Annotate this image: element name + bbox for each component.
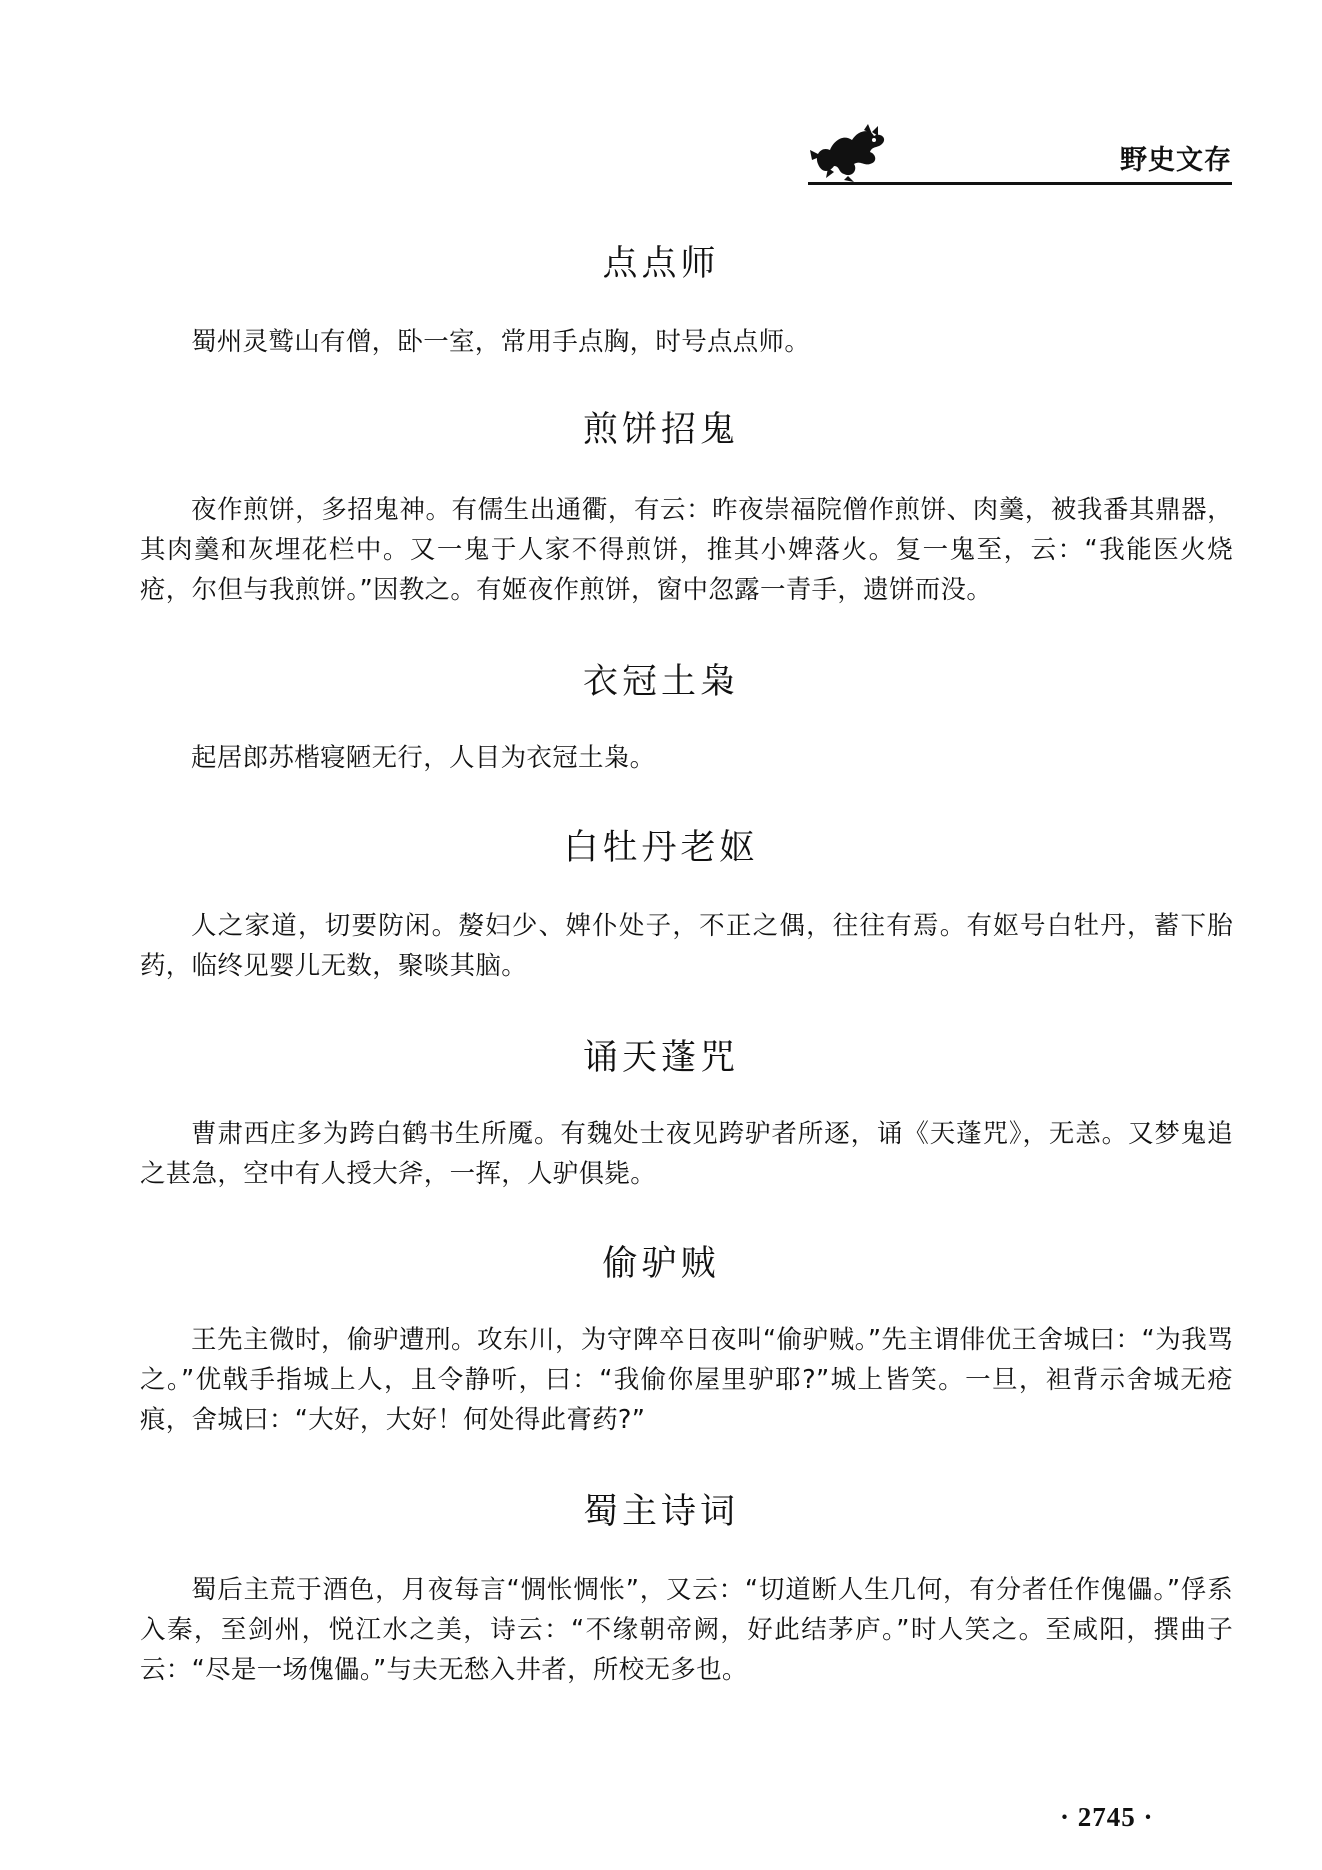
section-paragraph: 王先主微时，偷驴遭刑。攻东川，为守陴卒日夜叫“偷驴贼。”先主谓俳优王舍城曰：“为我骂之。”优戟手指城上人，且令静听，曰：“我偷你屋里驴耶?”城上皆笑。一旦，袒背示舍城无疮痕，舍城曰：“大好，大好！何处得此膏药?” bbox=[140, 1325, 1233, 1435]
dragon-emblem-icon bbox=[808, 120, 890, 182]
section-title: 蜀主诗词 bbox=[582, 1492, 739, 1532]
section-paragraph: 蜀州灵鹫山有僧，卧一室，常用手点胸，时号点点师。 bbox=[191, 327, 811, 357]
section-paragraph: 起居郎苏楷寝陋无行，人目为衣冠土枭。 bbox=[191, 743, 656, 773]
section-paragraph: 蜀后主荒于酒色，月夜每言“惆怅惆怅”，又云：“切道断人生几何，有分者任作傀儡。”俘系入秦，至剑州，悦江水之美，诗云：“不缘朝帝阙，好此结茅庐。”时人笑之。至咸阳，撰曲子云：“尽是一场傀儡。”与夫无愁入井者，所校无多也。 bbox=[140, 1575, 1233, 1685]
section-title: 偷驴贼 bbox=[602, 1244, 720, 1284]
section-title: 煎饼招鬼 bbox=[582, 410, 739, 450]
book-title: 野史文存 bbox=[1120, 145, 1232, 176]
running-header bbox=[808, 120, 1232, 190]
section-title: 诵天蓬咒 bbox=[582, 1038, 739, 1078]
section-title: 白牡丹老妪 bbox=[563, 828, 759, 868]
section-title: 衣冠土枭 bbox=[582, 662, 739, 702]
section-paragraph: 夜作煎饼，多招鬼神。有儒生出通衢，有云：昨夜崇福院僧作煎饼、肉羹，被我番其鼎器，其肉羹和灰埋花栏中。又一鬼于人家不得煎饼，推其小婢落火。复一鬼至，云：“我能医火烧疮，尔但与我煎饼。”因教之。有姬夜作煎饼，窗中忽露一青手，遗饼而没。 bbox=[140, 495, 1233, 605]
section-paragraph: 曹肃西庄多为跨白鹤书生所魇。有魏处士夜见跨驴者所逐，诵《天蓬咒》，无恙。又梦鬼追之甚急，空中有人授大斧，一挥，人驴俱毙。 bbox=[140, 1119, 1233, 1189]
header-rule bbox=[808, 182, 1232, 185]
section-title: 点点师 bbox=[602, 244, 720, 284]
section-paragraph: 人之家道，切要防闲。嫠妇少、婢仆处子，不正之偶，往往有焉。有妪号白牡丹，蓄下胎药，临终见婴儿无数，聚啖其脑。 bbox=[140, 911, 1233, 981]
page-number: · 2745 · bbox=[1060, 1802, 1154, 1832]
